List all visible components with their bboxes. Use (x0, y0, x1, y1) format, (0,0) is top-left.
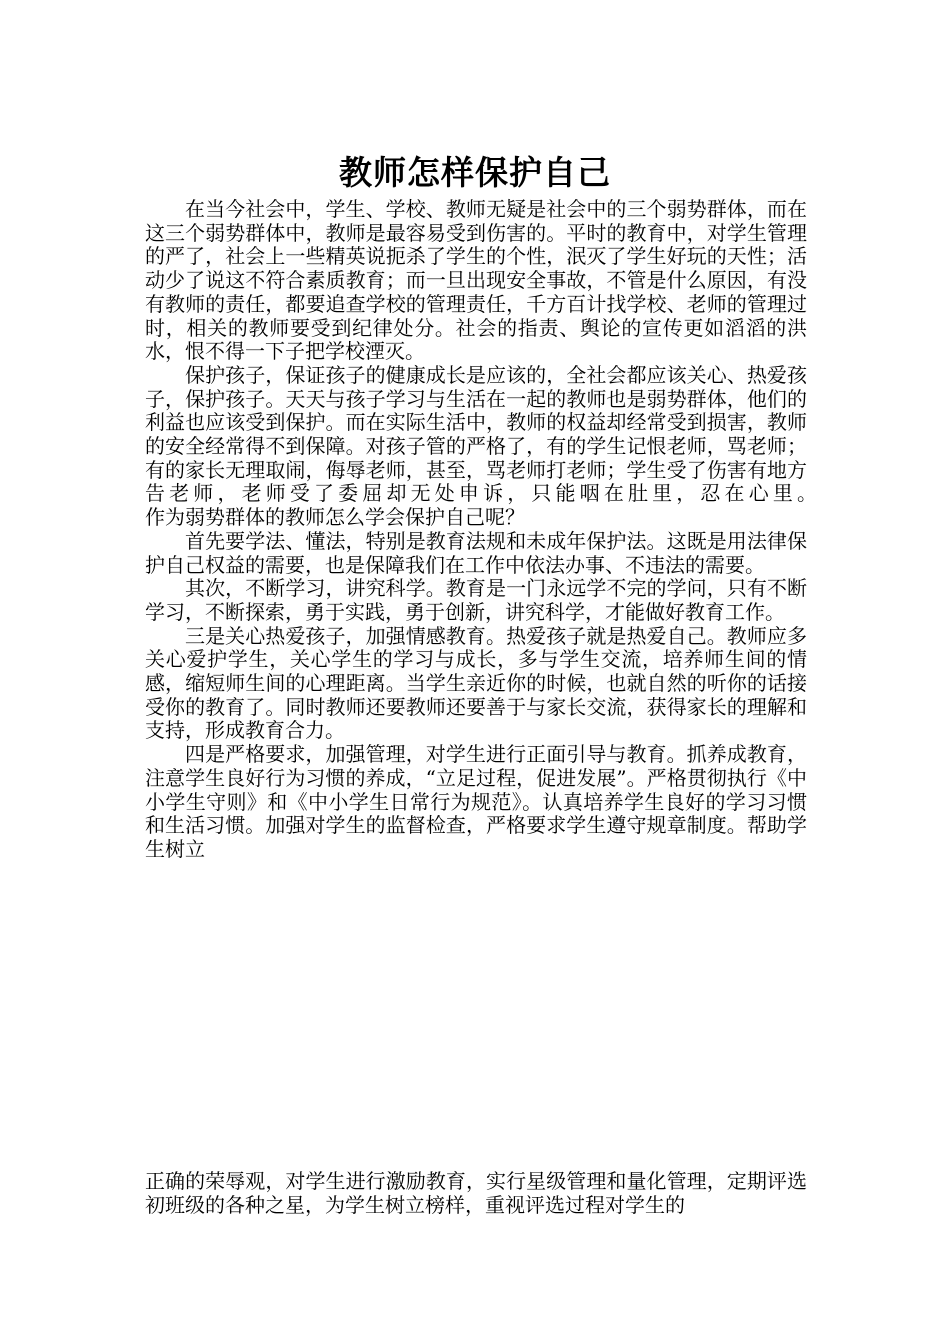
article-body (145, 197, 927, 862)
page-title: 教师怎样保护自己 (339, 153, 611, 193)
paragraph-continuation: 正确的荣辱观，对学生进行激励教育，实行星级管理和量化管理，定期评选初班级的各种之星，为学生树立榜样，重视评选过程对学生的 (145, 1169, 807, 1217)
article-continuation (145, 1169, 807, 1217)
paragraph-care-children: 三是关心热爱孩子，加强情感教育。热爱孩子就是热爱自己。教师应多关心爱护学生，关心学生的学习与成长，多与学生交流，培养师生间的情感，缩短师生间的心理距离。当学生亲近你的时候，也就自然的听你的话接受你的教育了。同时教师还要教师还要善于与家长交流，获得家长的理解和支持，形成教育合力。 (145, 623, 807, 743)
paragraph-intro: 在当今社会中，学生、学校、教师无疑是社会中的三个弱势群体，而在这三个弱势群体中，教师是最容易受到伤害的。平时的教育中，对学生管理的严了，社会上一些精英说扼杀了学生的个性，泯灭了学生好玩的天性；活动少了说这不符合素质教育；而一旦出现安全事故，不管是什么原因，有没有教师的责任，都要追查学校的管理责任，千方百计找学校、老师的管理过时，相关的教师要受到纪律处分。社会的指责、舆论的宣传更如滔滔的洪水，恨不得一下子把学校湮灭。 (145, 197, 807, 364)
paragraph-protect-children: 保护孩子，保证孩子的健康成长是应该的，全社会都应该关心、热爱孩子，保护孩子。天天与孩子学习与生活在一起的教师也是弱势群体，他们的利益也应该受到保护。而在实际生活中，教师的权益却经常受到损害，教师的安全经常得不到保障。对孩子管的严格了，有的学生记恨老师，骂老师；有的家长无理取闹，侮辱老师，甚至，骂老师打老师；学生受了伤害有地方告老师，老师受了委屈却无处申诉，只能咽在肚里，忍在心里。 作为弱势群体的教师怎么学会保护自己呢？ (145, 362, 927, 530)
paragraph-keep-learning: 其次，不断学习，讲究科学。教育是一门永远学不完的学问，只有不断学习，不断探索，勇于实践，勇于创新，讲究科学，才能做好教育工作。 (145, 576, 807, 624)
paragraph-strict-management: 四是严格要求，加强管理，对学生进行正面引导与教育。抓养成教育，注意学生良好行为习惯的养成，“立足过程，促进发展”。严格贯彻执行《中小学生守则》和《中小学生日常行为规范》。认真培养学生良好的学习习惯和生活习惯。加强对学生的监督检查，严格要求学生遵守规章制度。帮助学生树立 (145, 742, 807, 861)
paragraph-learn-law: 首先要学法、懂法，特别是教育法规和未成年保护法。这既是用法律保护自己权益的需要，也是保障我们在工作中依法办事、不违法的需要。 (145, 528, 807, 577)
